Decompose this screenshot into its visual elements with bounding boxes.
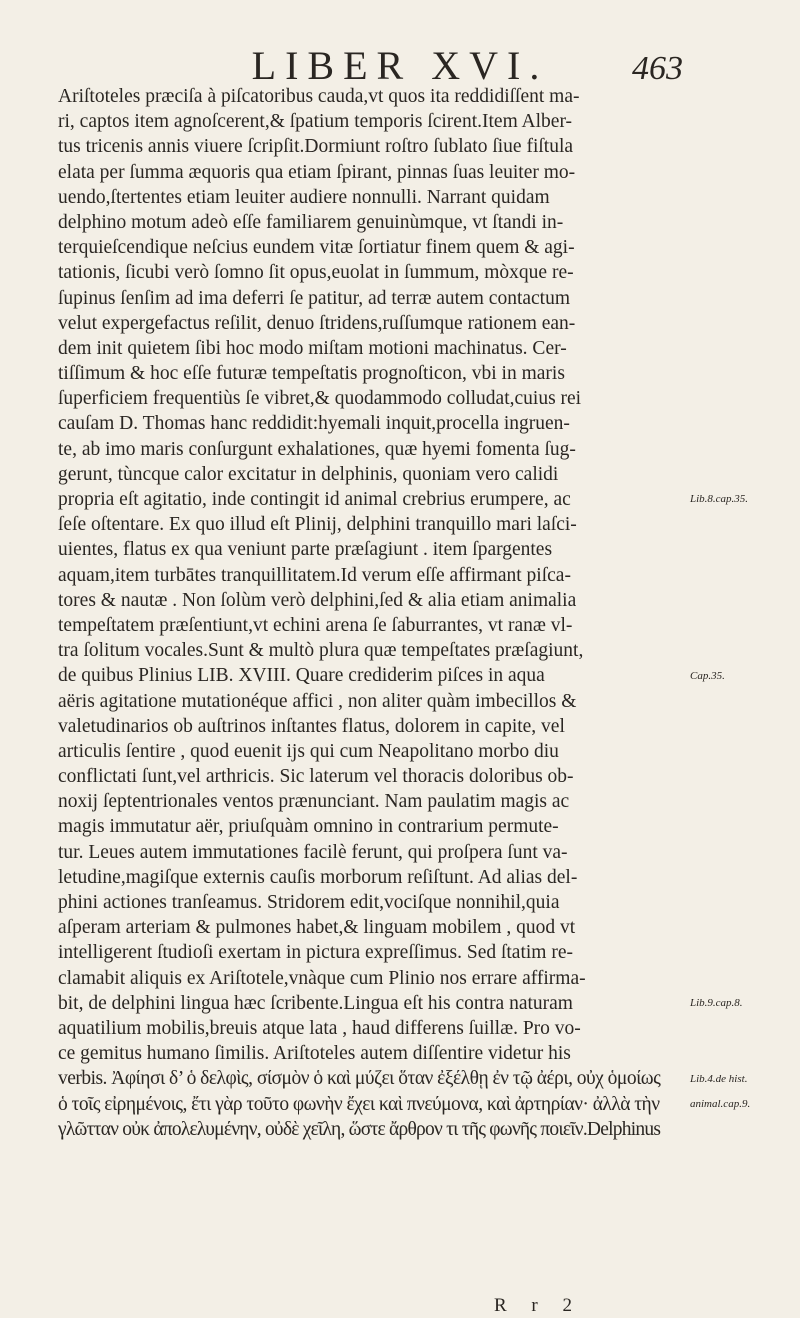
text-line: te, ab imo maris conſurgunt exhalationes, quæ hyemi fomenta ſug- — [58, 438, 576, 460]
text-line: tra ſolitum vocales.Sunt & multò plura quæ tempeſtates præſagiunt, — [58, 640, 584, 662]
text-line: aſperam arteriam & pulmones habet,& linguam mobilem , quod vt — [58, 917, 576, 939]
page-number: 463 — [632, 50, 683, 87]
text-line: ſuperficiem frequentiùs ſe vibret,& quodammodo colludat,cuius rei — [58, 388, 582, 410]
text-line: ſeſe oſtentare. Ex quo illud eſt Plinij, delphini tranquillo mari laſci- — [58, 514, 577, 536]
text-line: tur. Leues autem immutationes facilè ferunt, qui proſpera ſunt va- — [58, 841, 568, 863]
margin-note: Lib.9.cap.8. — [690, 997, 743, 1010]
main-text-block — [58, 84, 660, 1142]
text-line: tiſſimum & hoc eſſe futuræ tempeſtatis prognoſticon, vbi in maris — [58, 363, 565, 385]
text-line: tores & nautæ . Non ſolùm verò delphini,ſed & alia etiam animalia — [58, 589, 577, 611]
text-line: ce gemitus humano ſimilis. Ariſtoteles autem diſſentire videtur his — [58, 1043, 571, 1065]
text-line: gerunt, tùncque calor excitatur in delphinis, quoniam vero calidi — [58, 463, 559, 485]
text-line: cauſam D. Thomas hanc reddidit:hyemali inquit,procella ingruen- — [58, 413, 570, 435]
text-line: uientes, flatus ex qua veniunt parte præſagiunt . item ſpargentes — [58, 539, 553, 561]
text-line: γλῶτταν οὐκ ἀπολελυμένην, οὐδὲ χεῖλη, ὥστε ἄρθρον τι τῆς φωνῆς ποιεῖν.Delphinus — [58, 1118, 661, 1140]
text-line: letudine,magiſque externis cauſis morborum reſiſtunt. Ad alias del- — [58, 866, 578, 888]
margin-note: Lib.4.de hist. — [690, 1072, 748, 1085]
text-line: ὁ τοῖς εἰρημένοις, ἔτι γὰρ τοῦτο φωνὴν ἔχει καὶ πνεύμονα, καὶ ἀρτηρίαν· ἀλλὰ τὴν — [58, 1093, 660, 1115]
text-line: clamabit aliquis ex Ariſtotele,vnàque cum Plinio nos errare affirma- — [58, 967, 586, 989]
text-line: tus tricenis annis viuere ſcripſit.Dormiunt roſtro ſublato ſiue fiſtula — [58, 136, 574, 158]
text-line: noxij ſeptentrionales ventos prænunciant. Nam paulatim magis ac — [58, 791, 570, 813]
text-line: conflictati ſunt,vel arthricis. Sic laterum vel thoracis doloribus ob- — [58, 766, 574, 788]
signature-mark: R r 2 — [494, 1295, 582, 1316]
margin-note: Lib.8.cap.35. — [690, 493, 749, 506]
text-line: articulis ſentire , quod euenit ijs qui cum Neapolitano morbo diu — [58, 740, 559, 762]
text-line: Ariſtoteles præciſa à piſcatoribus cauda,vt quos ita reddidiſſent ma- — [58, 86, 580, 107]
text-line: verbis. Ἀφίησι δ’ ὁ δελφὶς, σίσμὸν ὁ καὶ μύζει ὅταν ἐξέλθῃ ἐν τῷ ἀέρι, οὐχ ὁμοίως — [58, 1068, 661, 1090]
text-line: delphino motum adeò eſſe familiarem genuinùmque, vt ſtandi in- — [58, 211, 564, 233]
text-line: aquatilium mobilis,breuis atque lata , haud differens ſuillæ. Pro vo- — [58, 1017, 581, 1039]
margin-note: Cap.35. — [690, 669, 725, 682]
text-line: ri, captos item agnoſcerent,& ſpatium temporis ſcirent.Item Alber- — [58, 111, 573, 133]
text-line: uendo,ſtertentes etiam leuiter audiere nonnulli. Narrant quidam — [58, 186, 550, 208]
text-line: ſupinus ſenſim ad ima deferri ſe patitur, ad terræ autem contactum — [58, 287, 571, 309]
text-line: terquieſcendique neſcius eundem vitæ ſortiatur finem quem & agi- — [58, 237, 575, 259]
margin-note: animal.cap.9. — [690, 1098, 751, 1110]
text-line: tationis, ſicubi verò ſomno ſit opus,euolat in ſummum, mòxque re- — [58, 262, 574, 284]
text-line: valetudinarios ob auſtrinos inſtantes flatus, dolorem in capite, vel — [58, 715, 565, 737]
text-line: propria eſt agitatio, inde contingit id animal crebrius erumpere, ac — [58, 489, 571, 510]
text-line: tempeſtatem præſentiunt,vt echini arena ſe ſaburrantes, vt ranæ vl- — [58, 614, 573, 636]
text-line: magis immutatur aër, priuſquàm omnino in contrarium permute- — [58, 816, 559, 838]
text-line: velut expergefactus reſilit, denuo ſtridens,ruſſumque rationem ean- — [58, 312, 576, 334]
text-line: de quibus Plinius LIB. XVIII. Quare crediderim piſces in aqua — [58, 665, 545, 687]
text-line: elata per ſumma æquoris qua etiam ſpirant, pinnas ſuas leuiter mo- — [58, 161, 576, 183]
text-line: bit, de delphini lingua hæc ſcribente.Lingua eſt his contra naturam — [58, 992, 573, 1014]
text-line: dem init quietem ſibi hoc modo miſtam motioni machinatus. Cer- — [58, 337, 567, 359]
text-line: intelligerent ſtudioſi exertam in pictura expreſſimus. Sed ſtatim re- — [58, 942, 573, 964]
text-line: aquam,item turbātes tranquillitatem.Id verum eſſe affirmant piſca- — [58, 564, 571, 586]
text-line: phini actiones tranſeamus. Stridorem edit,vociſque nonnihil,quia — [58, 892, 560, 913]
text-line: aëris agitatione mutationéque affici , non aliter quàm imbecillos & — [58, 690, 577, 712]
running-title: LIBER XVI. — [251, 43, 549, 88]
